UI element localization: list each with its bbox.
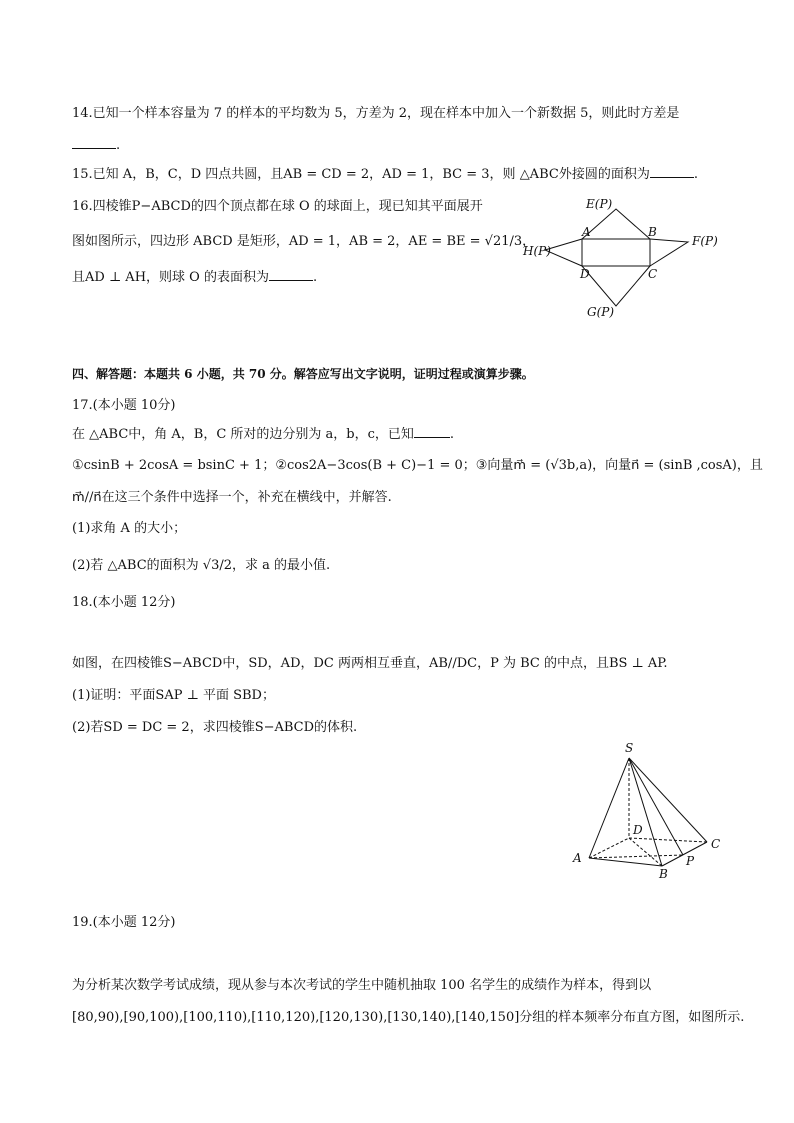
edge-sa [589,758,629,858]
problem-14-line1: 14.已知一个样本容量为 7 的样本的平均数为 5，方差为 2，现在样本中加入一个新数据 5，则此时方差是 [72,106,680,121]
edge-ad-hidden [589,838,629,858]
triangle-abe [582,209,650,239]
label-c: C [711,837,721,851]
problem-16-line2: 图如图所示，四边形 ABCD 是矩形，AD = 1，AB = 2，AE = BE = √21/3， [72,234,536,249]
label-p: P [686,854,695,868]
answer-blank [650,165,694,178]
problem-16-line1: 16.四棱锥P−ABCD的四个顶点都在球 O 的球面上，现已知其平面展开 [72,199,483,214]
answer-blank [269,268,313,281]
problem-18-stem: 如图，在四棱锥S−ABCD中，SD，AD，DC 两两相互垂直，AB//DC，P 为 BC 的中点，且BS ⊥ AP. [72,656,668,671]
triangle-cdg [582,266,650,306]
label-g: G(P) [587,305,615,319]
label-h: H(P) [523,244,551,258]
period: . [312,270,318,285]
problem-18-q2: (2)若SD = DC = 2，求四棱锥S−ABCD的体积. [72,720,358,735]
problem-16-line3 [72,268,317,288]
label-f: F(P) [692,234,718,248]
problem-17-stem [72,425,454,445]
section-4-heading: 四、解答题：本题共 6 小题，共 70 分。解答应写出文字说明，证明过程或演算步骤。 [72,367,534,381]
problem-18-header: 18.(本小题 12分) [72,595,176,610]
label-s: S [625,741,634,755]
problem-14-line2 [72,136,120,156]
label-b: B [648,225,657,239]
problem-17-conditions2: m⃗//n⃗在这三个条件中选择一个，补充在横线中，并解答. [72,490,392,505]
edge-db-hidden [629,838,662,866]
problem-16-text: 且AD ⊥ AH，则球 O 的表面积为 [72,270,269,285]
edge-dc-hidden [629,838,707,842]
answer-blank [414,425,450,438]
answer-blank [72,136,116,149]
edge-bc [662,842,707,866]
problem-19-header: 19.(本小题 12分) [72,915,176,930]
rectangle-abcd [582,239,650,266]
problem-18-q1: (1)证明：平面SAP ⊥ 平面 SBD； [72,688,275,703]
label-e: E(P) [586,197,613,211]
edge-sb [629,758,662,866]
problem-15-text: 15.已知 A，B，C，D 四点共圆，且AB = CD = 2，AD = 1，BC = 3，则 △ABC外接圆的面积为 [72,167,650,182]
label-d: D [580,267,590,281]
edge-ab [589,858,662,866]
label-a: A [573,851,582,865]
problem-15 [72,165,698,185]
problem-19-line2: [80,90),[90,100),[100,110),[110,120),[120,130),[130,140),[140,150]分组的样本频率分布直方图，如图所示. [72,1010,745,1025]
pyramid-figure [565,738,735,883]
pyramid-net-figure [520,192,760,322]
period: . [116,138,121,153]
label-b: B [659,867,668,881]
problem-17-conditions: ①csinB + 2cosA = bsinC + 1；②cos2A−3cos(B + C)−1 = 0；③向量m⃗ = (√3b,a)，向量n⃗ = (sinB ,cosA)，且 [72,458,763,473]
label-a: A [582,225,591,239]
label-d: D [633,823,643,837]
problem-17-q1: (1)求角 A 的大小； [72,521,187,536]
period: . [693,167,698,182]
triangle-bcf [650,239,688,266]
edge-ap-hidden [589,855,683,858]
problem-17-header: 17.(本小题 10分) [72,398,176,413]
problem-19-line1: 为分析某次数学考试成绩，现从参与本次考试的学生中随机抽取 100 名学生的成绩作为样本，得到以 [72,978,652,993]
problem-17-q2: (2)若 △ABC的面积为 √3/2，求 a 的最小值. [72,558,331,573]
problem-17-stem-text: 在 △ABC中，角 A，B，C 所对的边分别为 a，b，c，已知 [72,427,414,442]
period: . [449,427,455,442]
label-c: C [648,267,658,281]
